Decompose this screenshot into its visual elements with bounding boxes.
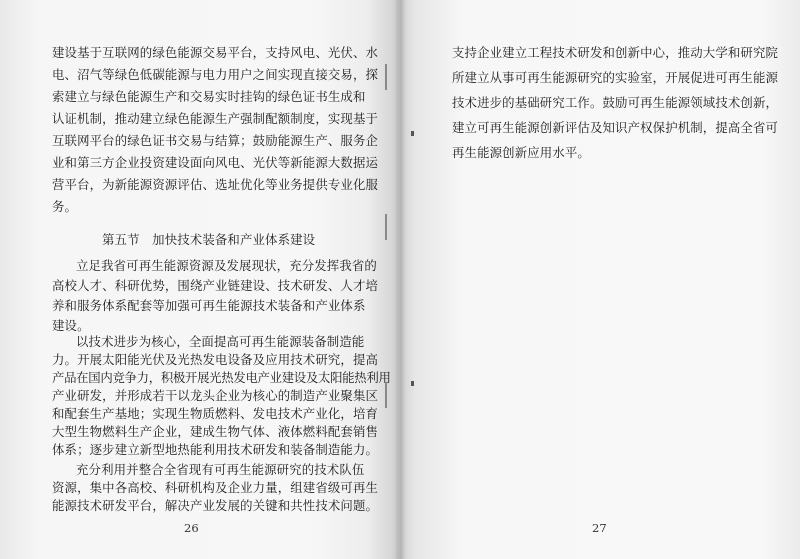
scan-edge-mark <box>385 214 387 240</box>
text-line: 营平台，为新能源资源评估、选址优化等业务提供专业化服 <box>52 177 379 192</box>
text-line: 认证机制，推动建立绿色能源生产强制配额制度，实现基于 <box>52 111 379 126</box>
text-line: 立足我省可再生能源资源及发展现状，充分发挥我省的 <box>76 258 377 273</box>
text-line: 技术进步的基础研究工作。鼓励可再生能源领域技术创新， <box>452 95 779 110</box>
book-gutter <box>394 0 406 559</box>
text-line: 体系；逐步建立新型地热能利用技术研发和装备制造能力。 <box>52 442 379 457</box>
text-line: 高校人才、科研优势，围绕产业链建设、技术研发、人才培 <box>52 278 379 293</box>
text-line: 索建立与绿色能源生产和交易实时挂钩的绿色证书生成和 <box>52 89 366 104</box>
text-line: 以技术进步为核心，全面提高可再生能源装备制造能 <box>76 334 365 349</box>
text-line: 能源技术研发平台，解决产业发展的关键和共性技术问题。 <box>52 498 379 513</box>
text-line: 所建立从事可再生能源研究的实验室，开展促进可再生能源 <box>452 70 779 85</box>
text-line: 支持企业建立工程技术研发和创新中心，推动大学和研究院 <box>452 45 779 60</box>
text-line: 务。 <box>52 199 78 214</box>
page-number-left: 26 <box>184 521 199 535</box>
text-line: 大型生物燃料生产企业，建成生物气体、液体燃料配套销售 <box>52 424 379 439</box>
text-line: 建立可再生能源创新评估及知识产权保护机制，提高全省可 <box>452 120 779 135</box>
text-line: 资源，集中各高校、科研机构及企业力量，组建省级可再生 <box>52 480 379 495</box>
text-line: 充分利用并整合全省现有可再生能源研究的技术队伍 <box>76 462 365 477</box>
text-line: 建设基于互联网的绿色能源交易平台，支持风电、光伏、水 <box>52 45 379 60</box>
scan-dot-mark <box>411 131 414 136</box>
text-line: 和配套生产基地；实现生物质燃料、发电技术产业化，培育 <box>52 406 379 421</box>
page-number-right: 27 <box>592 521 607 535</box>
section-heading: 第五节 加快技术装备和产业体系建设 <box>102 232 316 247</box>
text-line: 产品在国内竞争力，积极开展光热发电产业建设及太阳能热利用 <box>52 370 391 385</box>
text-line: 养和服务体系配套等加强可再生能源技术装备和产业体系 <box>52 298 366 313</box>
text-line: 建设。 <box>52 318 90 333</box>
text-line: 产业研发，并形成若干以龙头企业为核心的制造产业聚集区 <box>52 388 379 403</box>
text-line: 电、沼气等绿色低碳能源与电力用户之间实现直接交易，探 <box>52 67 379 82</box>
scan-edge-mark <box>385 64 387 90</box>
text-line: 再生能源创新应用水平。 <box>452 145 590 160</box>
text-line: 互联网平台的绿色证书交易与结算；鼓励能源生产、服务企 <box>52 133 379 148</box>
text-line: 业和第三方企业投资建设面向风电、光伏等新能源大数据运 <box>52 155 379 170</box>
scan-dot-mark <box>411 381 414 386</box>
text-line: 力。开展太阳能光伏及光热发电设备及应用技术研究，提高 <box>52 352 379 367</box>
